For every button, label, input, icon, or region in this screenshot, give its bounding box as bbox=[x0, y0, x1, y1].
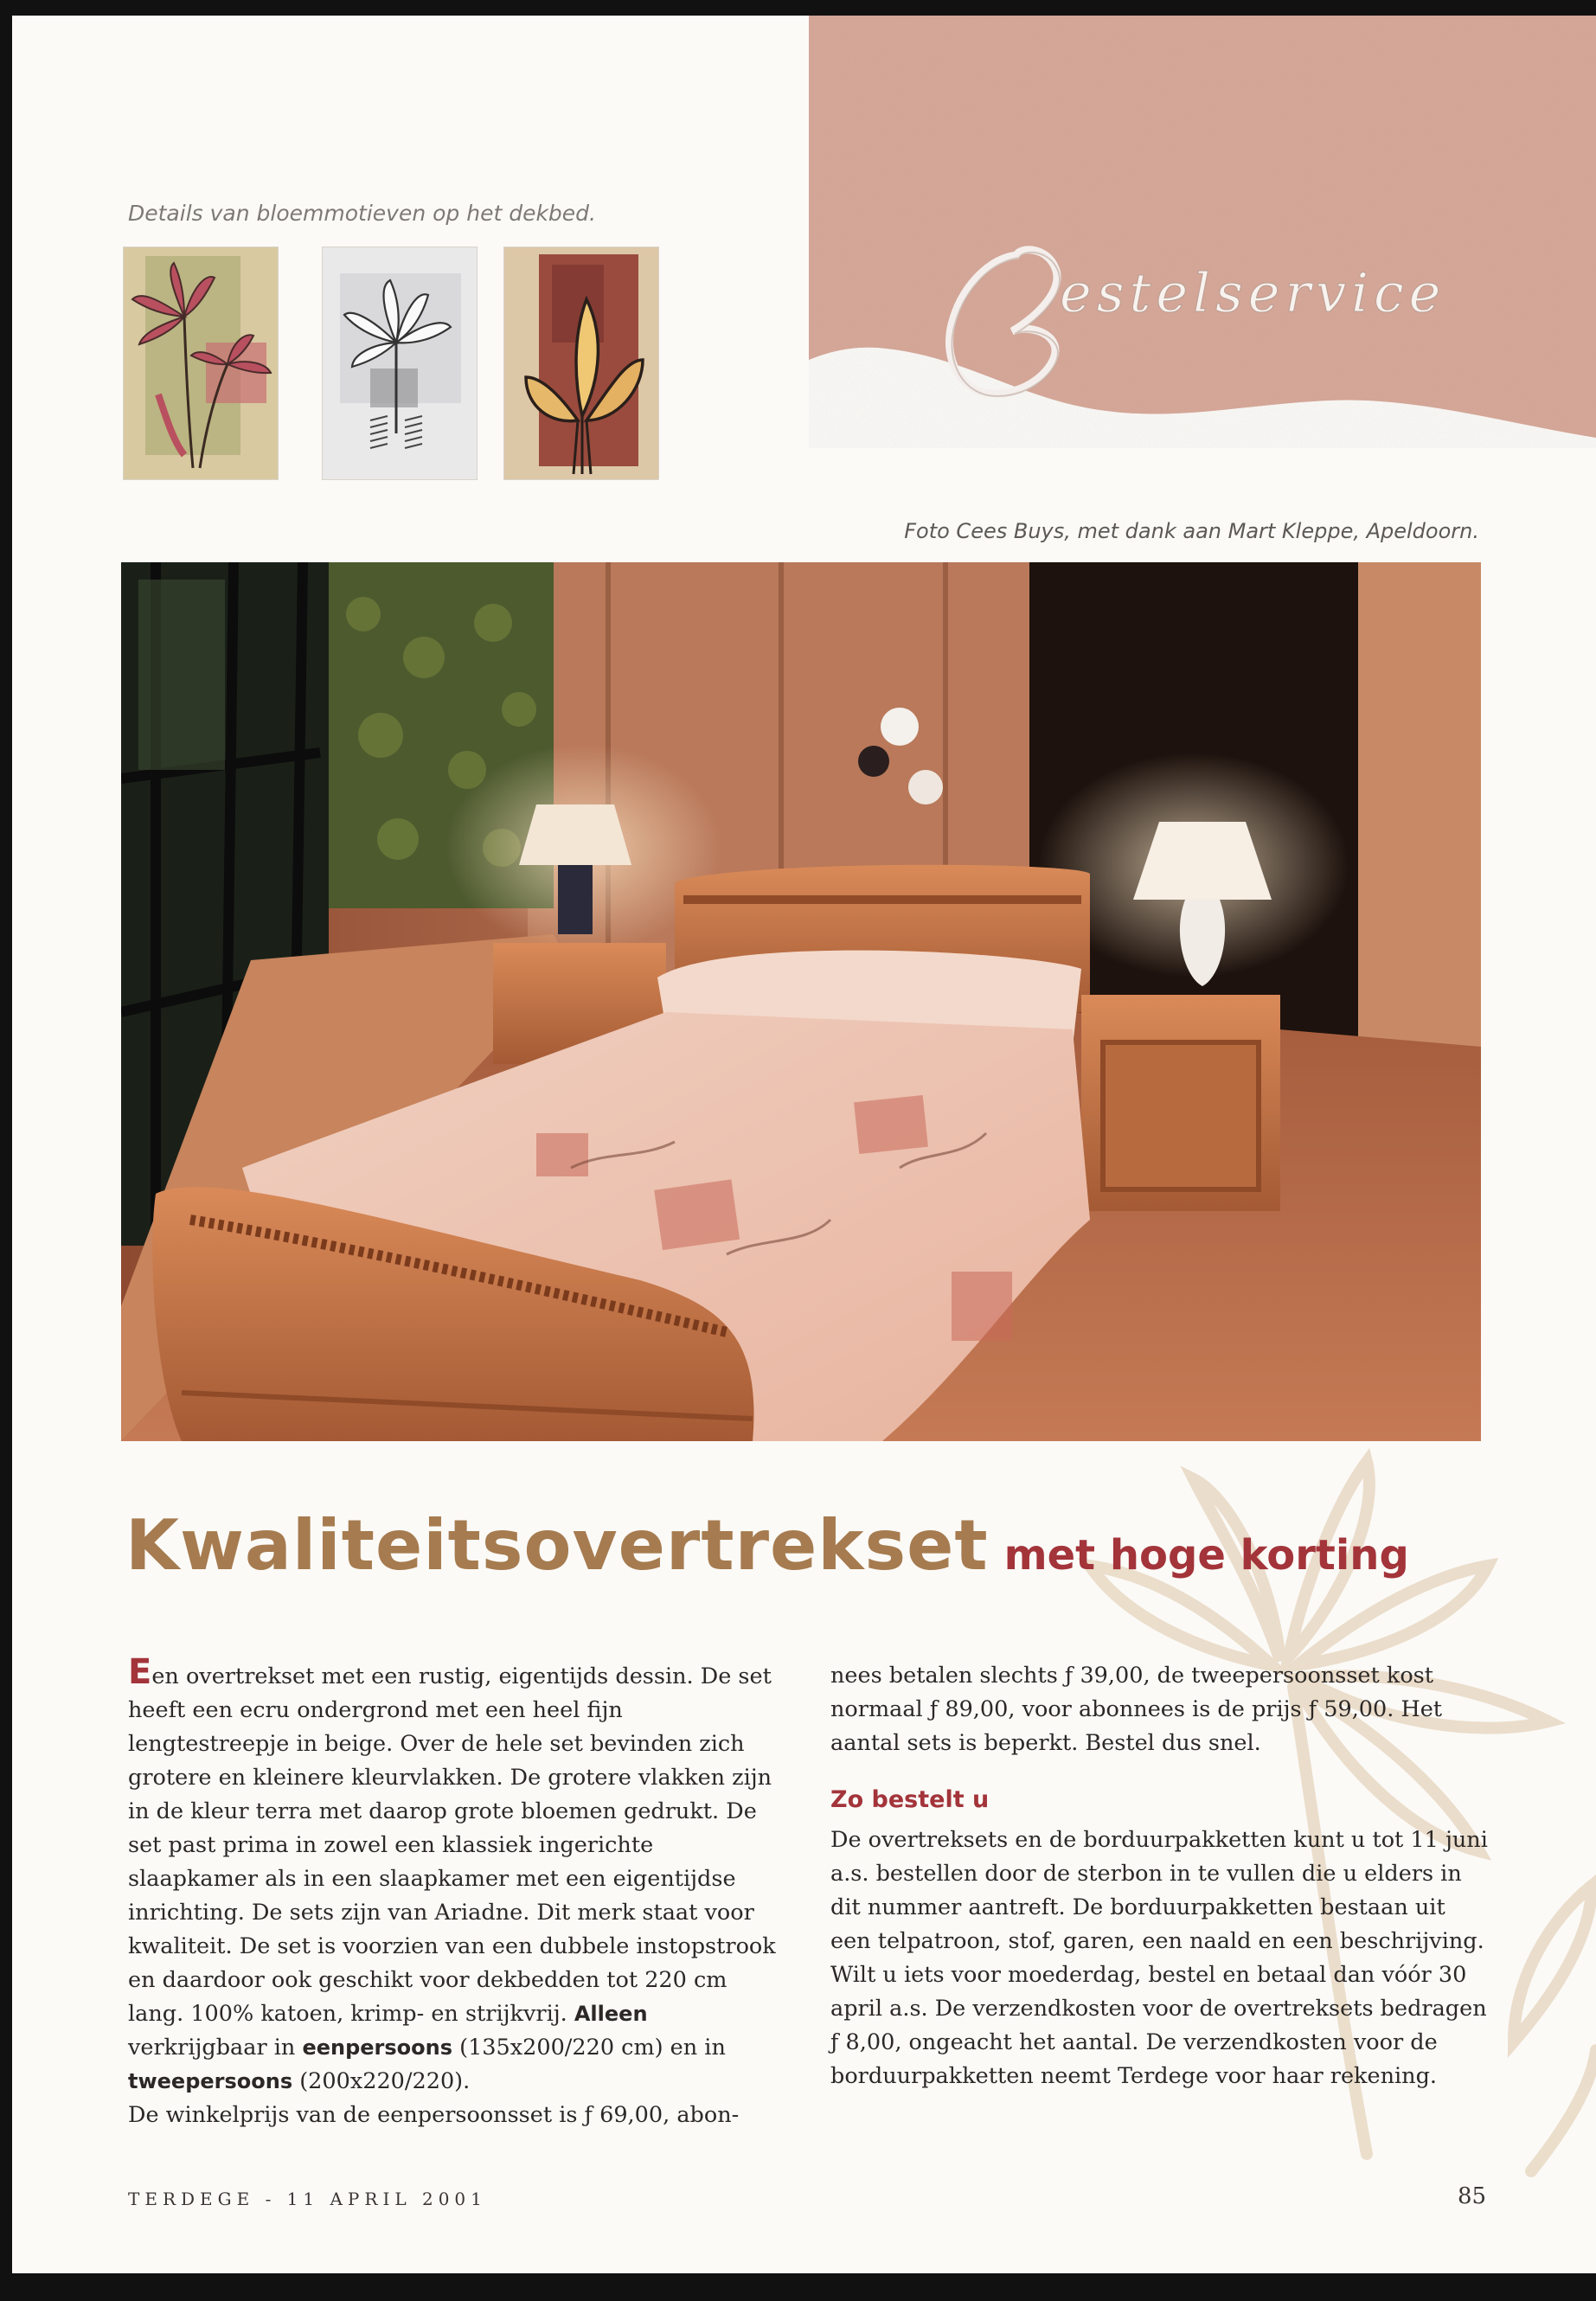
details-caption: Details van bloemmotieven op het dekbed. bbox=[128, 201, 596, 226]
page-number: 85 bbox=[1458, 2183, 1487, 2209]
scan-border-left bbox=[0, 0, 12, 2301]
svg-text:estelservice: estelservice bbox=[1060, 261, 1446, 324]
headline-title: Kwaliteitsovertrekset bbox=[125, 1505, 989, 1586]
bedroom-photo bbox=[121, 562, 1481, 1441]
scan-border-top bbox=[0, 0, 1596, 16]
article-paragraph-2-start: De winkelprijs van de eenpersoonsset is ƒ 69,00, abon- bbox=[128, 2102, 740, 2128]
order-subhead: Zo bestelt u bbox=[830, 1786, 990, 1813]
headline bbox=[125, 1505, 1527, 1609]
flower-thumbnail-3 bbox=[503, 247, 659, 480]
flower-thumbnail-1 bbox=[123, 247, 279, 480]
article-column-right bbox=[830, 1659, 1488, 2093]
flower-thumbnail-2 bbox=[322, 247, 478, 480]
headline-subtitle: met hoge korting bbox=[1003, 1531, 1409, 1580]
scan-border-bottom bbox=[0, 2273, 1596, 2301]
article-column-left bbox=[128, 1652, 785, 2132]
footer-magazine: TERDEGE - 11 APRIL 2001 bbox=[128, 2189, 487, 2209]
photo-credit: Foto Cees Buys, met dank aan Mart Kleppe, Apeldoorn. bbox=[904, 519, 1479, 543]
article-paragraph-2-end: nees betalen slechts ƒ 39,00, de tweepersoonsset kost normaal ƒ 89,00, voor abonnees is de prijs ƒ 59,00. Het aantal sets is beperkt. Bestel dus snel. bbox=[830, 1663, 1443, 1756]
bestelservice-logo bbox=[934, 221, 1592, 411]
drop-cap: E bbox=[128, 1652, 152, 1692]
article-paragraph-1: Een overtrekset met een rustig, eigentijds dessin. De set heeft een ecru ondergrond met een heel fijn lengtestreepje in beige. Over de hele set bevinden zich grotere en kleinere kleurvlakken. De grotere vlakken zijn in de kleur terra met daarop grote bloemen gedrukt. De set past prima in zowel een klassiek ingerichte slaapkamer als in een slaapkamer met een eigentijdse inrichting. De sets zijn van Ariadne. Dit merk staat voor kwaliteit. De set is voorzien van een dubbele instopstrook en daardoor ook geschikt voor dekbedden tot 220 cm lang. 100% katoen, krimp- en strijkvrij. Alleen verkrijgbaar in eenpersoons (135x200/220 cm) en in tweepersoons (200x220/220). bbox=[128, 1652, 776, 2094]
article-paragraph-3: De overtreksets en de borduurpakketten kunt u tot 11 juni a.s. bestellen door de sterbon in te vullen die u elders in dit nummer aantreft. De borduurpakketten bestaan uit een telpatroon, stof, garen, een naald en een beschrijving. Wilt u iets voor moederdag, bestel en betaal dan vóór 30 april a.s. De verzendkosten voor de overtreksets bedragen ƒ 8,00, ongeacht het aantal. De verzendkosten voor de borduurpakketten neemt Terdege voor haar rekening. bbox=[830, 1827, 1488, 2089]
